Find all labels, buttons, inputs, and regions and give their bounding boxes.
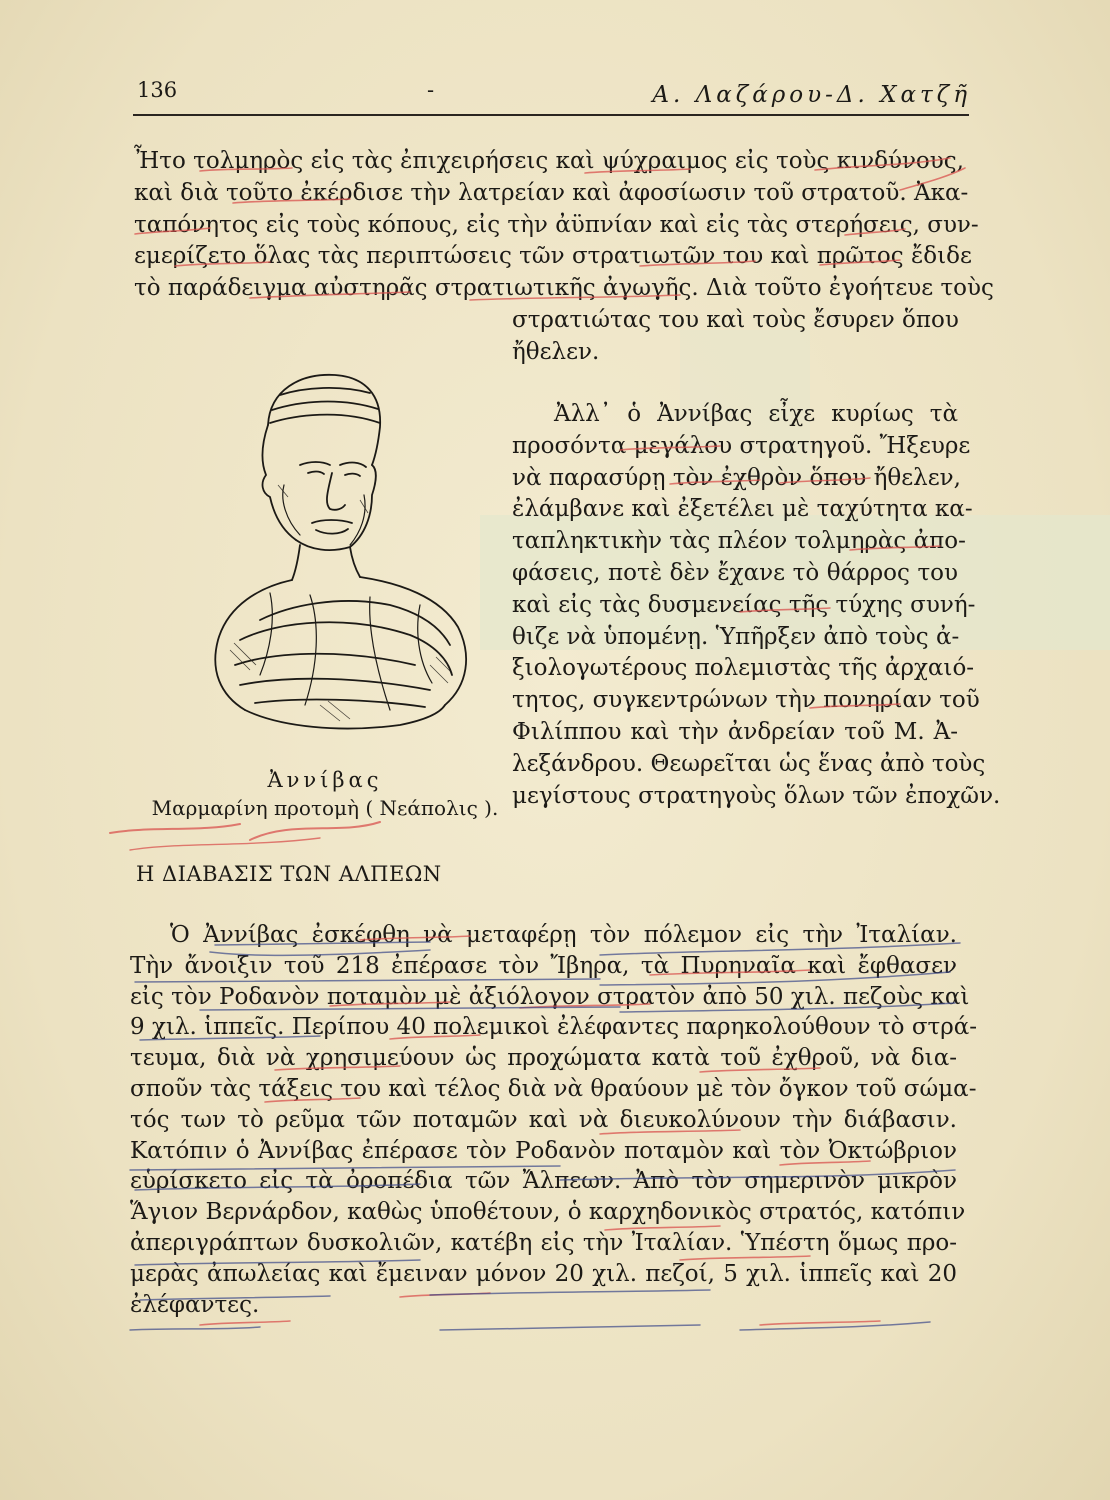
text-line: στρατιώτας του καὶ τοὺς ἔσυρεν ὅπου — [512, 307, 959, 333]
text-line: τὸ παράδειγμα αὐστηρᾶς στρατιωτικῆς ἀγωγῆς. Διὰ τοῦτο ἐγοήτευε τοὺς — [134, 275, 994, 302]
text-line: ἐλάμβανε καὶ ἐξετέλει μὲ ταχύτητα κα- — [512, 496, 973, 523]
text-line: Φιλίππου καὶ τὴν ἀνδρείαν τοῦ Μ. Ἀ- — [512, 718, 958, 745]
text-line: μεγίστους στρατηγοὺς ὅλων τῶν ἐποχῶν. — [512, 782, 1001, 809]
text-line: σποῦν τὰς τάξεις του καὶ τέλος διὰ νὰ θραύουν μὲ τὸν ὄγκον τοῦ σώμα- — [130, 1075, 977, 1102]
text-line: λεξάνδρου. Θεωρεῖται ὡς ἕνας ἀπὸ τοὺς — [512, 750, 986, 777]
text-line: ἤθελεν. — [512, 338, 600, 365]
running-title: Α. Λαζάρου-Δ. Χατζῆ — [652, 82, 971, 108]
text-line: Ὁ Ἀννίβας ἐσκέφθη νὰ μεταφέρῃ τὸν πόλεμον εἰς τὴν Ἰταλίαν. — [170, 922, 957, 948]
figure-caption-name: Ἀννίβας — [267, 768, 383, 792]
header-rule — [133, 114, 969, 116]
page-header — [137, 72, 977, 112]
text-line: νὰ παρασύρῃ τὸν ἐχθρὸν ὅπου ἤθελεν, — [512, 464, 961, 491]
text-line: εμερίζετο ὅλας τὰς περιπτώσεις τῶν στρατιωτῶν του καὶ πρῶτος ἔδιδε — [134, 243, 972, 270]
header-dash: - — [427, 78, 435, 102]
text-line: ταπληκτικὴν τὰς πλέον τολμηρὰς ἀπο- — [512, 528, 966, 555]
text-line: ξιολογωτέρους πολεμιστὰς τῆς ἀρχαιό- — [512, 655, 975, 682]
text-line: Ἀλλ᾽ ὁ Ἀννίβας εἶχε κυρίως τὰ — [554, 401, 958, 427]
figure-caption-description: Μαρμαρίνη προτομὴ ( Νεάπολις ). — [151, 796, 499, 820]
hannibal-bust-illustration — [200, 365, 500, 745]
page-number: 136 — [137, 78, 178, 102]
text-line: τευμα, διὰ νὰ χρησιμεύουν ὡς προχώματα κατὰ τοῦ ἐχθροῦ, νὰ δια- — [130, 1045, 957, 1072]
text-line: Τὴν ἄνοιξιν τοῦ 218 ἐπέρασε τὸν Ἴβηρα, τὰ Πυρηναῖα καὶ ἔφθασεν — [130, 952, 957, 979]
side-column-paragraph — [512, 399, 1001, 812]
intro-paragraph — [134, 146, 994, 305]
text-line: Κατόπιν ὁ Ἀννίβας ἐπέρασε τὸν Ροδανὸν ποταμὸν καὶ τὸν Ὀκτώβριον — [130, 1137, 957, 1164]
text-line: 9 χιλ. ἱππεῖς. Περίπου 40 πολεμικοὶ ἐλέφαντες παρηκολούθουν τὸ στρά- — [130, 1014, 978, 1041]
text-line: τητος, συγκεντρώνων τὴν πονηρίαν τοῦ — [512, 687, 980, 714]
text-line: ταπόνητος εἰς τοὺς κόπους, εἰς τὴν ἀϋπνίαν καὶ εἰς τὰς στερήσεις, συν- — [134, 211, 979, 238]
text-line: καὶ διὰ τοῦτο ἐκέρδισε τὴν λατρείαν καὶ ἀφοσίωσιν τοῦ στρατοῦ. Ἀκα- — [134, 179, 969, 206]
text-line: Ἅγιον Βερνάρδον, καθὼς ὑποθέτουν, ὁ καρχηδονικὸς στρατός, κατόπιν — [130, 1199, 966, 1226]
text-line: τός των τὸ ρεῦμα τῶν ποταμῶν καὶ νὰ διευκολύνουν τὴν διάβασιν. — [130, 1106, 957, 1133]
text-line: εἰς τὸν Ροδανὸν ποταμὸν μὲ ἀξιόλογον στρατὸν ἀπὸ 50 χιλ. πεζοὺς καὶ — [130, 983, 970, 1010]
text-line: Ἦτο τολμηρὸς εἰς τὰς ἐπιχειρήσεις καὶ ψύχραιμος εἰς τοὺς κινδύνους, — [134, 148, 964, 174]
text-line: μερὰς ἀπωλείας καὶ ἔμειναν μόνον 20 χιλ. πεζοί, 5 χιλ. ἱππεῖς καὶ 20 — [130, 1260, 957, 1287]
text-line: καὶ εἰς τὰς δυσμενείας τῆς τύχης συνή- — [512, 591, 976, 618]
intro-continuation — [512, 305, 958, 369]
section-paragraph — [130, 920, 978, 1320]
text-line: προσόντα μεγάλου στρατηγοῦ. Ἤξευρε — [512, 432, 971, 459]
section-heading: Η ΔΙΑΒΑΣΙΣ ΤΩΝ ΑΛΠΕΩΝ — [136, 862, 442, 886]
text-line: εὑρίσκετο εἰς τὰ ὀροπέδια τῶν Ἄλπεων. Ἀπὸ τὸν σημερινὸν μικρὸν — [130, 1168, 957, 1195]
text-line: θιζε νὰ ὑπομένῃ. Ὑπῆρξεν ἀπὸ τοὺς ἀ- — [512, 623, 960, 650]
text-line: ἐλέφαντες. — [130, 1291, 260, 1318]
text-line: φάσεις, ποτὲ δὲν ἔχανε τὸ θάρρος του — [512, 559, 958, 586]
text-line: ἀπεριγράπτων δυσκολιῶν, κατέβη εἰς τὴν Ἰταλίαν. Ὑπέστη ὅμως προ- — [130, 1229, 957, 1256]
